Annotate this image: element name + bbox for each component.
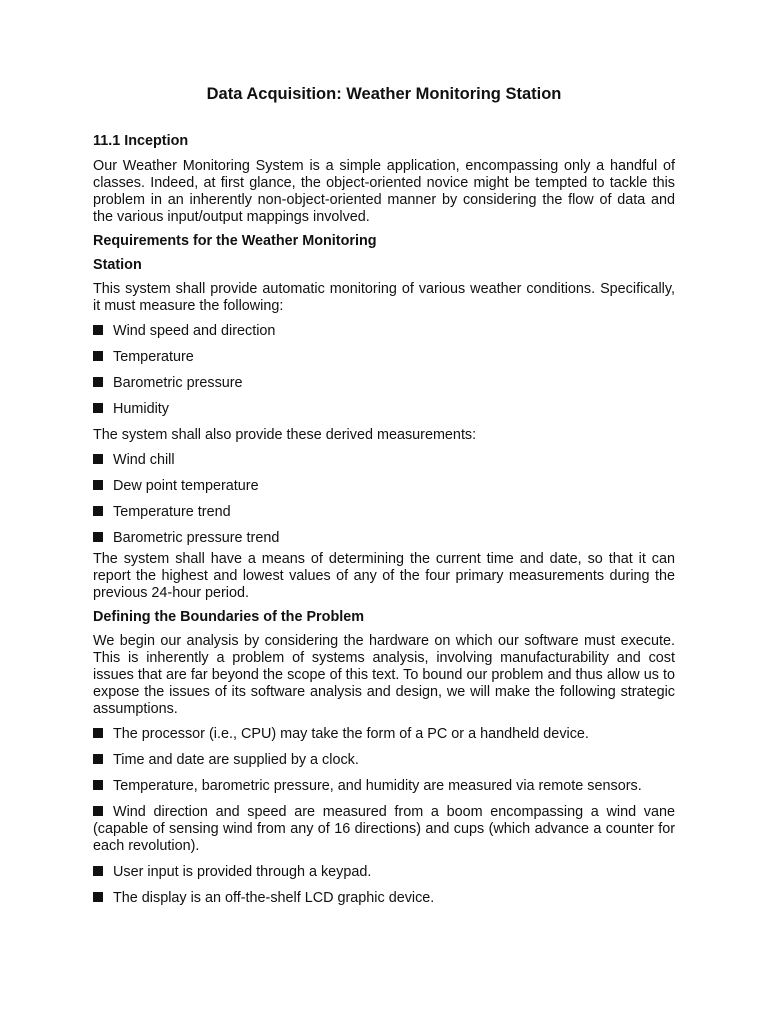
derived-intro: The system shall also provide these derived measurements:: [93, 427, 477, 443]
bullet-square-icon: [93, 728, 103, 738]
list-item: Temperature: [93, 349, 675, 366]
list-item: Barometric pressure: [93, 375, 675, 392]
list-item: Dew point temperature: [93, 478, 675, 495]
list-item: Time and date are supplied by a clock.: [93, 752, 675, 769]
bullet-square-icon: [93, 866, 103, 876]
bullet-square-icon: [93, 377, 103, 387]
list-item: Temperature, barometric pressure, and humidity are measured via remote sensors.: [93, 778, 675, 795]
bullet-square-icon: [93, 480, 103, 490]
bullet-square-icon: [93, 754, 103, 764]
list-item: Barometric pressure trend: [93, 530, 675, 547]
bullet-square-icon: [93, 454, 103, 464]
bullet-square-icon: [93, 780, 103, 790]
list-item: Humidity: [93, 401, 675, 418]
bullet-square-icon: [93, 806, 103, 816]
list-item: Temperature trend: [93, 504, 675, 521]
boundaries-paragraph: We begin our analysis by considering the hardware on which our software must execute. This is inherently a problem of systems analysis, involving manufacturability and cost issues that are far beyond the scope of this text. To bound our problem and thus allow us to expose the issues of its software analysis and design, we will make the following strategic assumptions.: [93, 633, 675, 717]
bullet-square-icon: [93, 892, 103, 902]
section-heading-boundaries: Defining the Boundaries of the Problem: [93, 609, 365, 625]
list-item: Wind speed and direction: [93, 323, 675, 340]
list-item: The display is an off-the-shelf LCD graphic device.: [93, 890, 675, 907]
derived-measurement-list: [93, 452, 675, 547]
section-heading-inception: 11.1 Inception: [93, 133, 189, 149]
time-date-paragraph: The system shall have a means of determining the current time and date, so that it can report the highest and lowest values of any of the four primary measurements during the previous 24-hour period.: [93, 551, 675, 601]
list-item: The processor (i.e., CPU) may take the form of a PC or a handheld device.: [93, 726, 675, 743]
list-item: Wind chill: [93, 452, 675, 469]
assumption-list: [93, 726, 675, 907]
inception-paragraph: Our Weather Monitoring System is a simple application, encompassing only a handful of classes. Indeed, at first glance, the object-oriented novice might be tempted to tackle this problem in an inherently non-object-oriented manner by considering the flow of data and the various input/output mappings involved.: [93, 158, 675, 225]
document-body: [93, 86, 675, 907]
section-heading-requirements: [93, 233, 675, 274]
bullet-square-icon: [93, 325, 103, 335]
list-item: Wind direction and speed are measured from a boom encompassing a wind vane (capable of sensing wind from any of 16 directions) and cups (which advance a counter for each revolution).: [93, 804, 675, 854]
bullet-square-icon: [93, 506, 103, 516]
requirements-intro: This system shall provide automatic monitoring of various weather conditions. Specifically, it must measure the following:: [93, 281, 675, 314]
requirements-heading-line2: Station: [93, 257, 142, 273]
page-title: Data Acquisition: Weather Monitoring Station: [206, 85, 562, 103]
list-item: User input is provided through a keypad.: [93, 864, 675, 881]
requirements-heading-line1: Requirements for the Weather Monitoring: [93, 233, 377, 249]
bullet-square-icon: [93, 532, 103, 542]
primary-measurement-list: [93, 323, 675, 418]
bullet-square-icon: [93, 351, 103, 361]
bullet-square-icon: [93, 403, 103, 413]
